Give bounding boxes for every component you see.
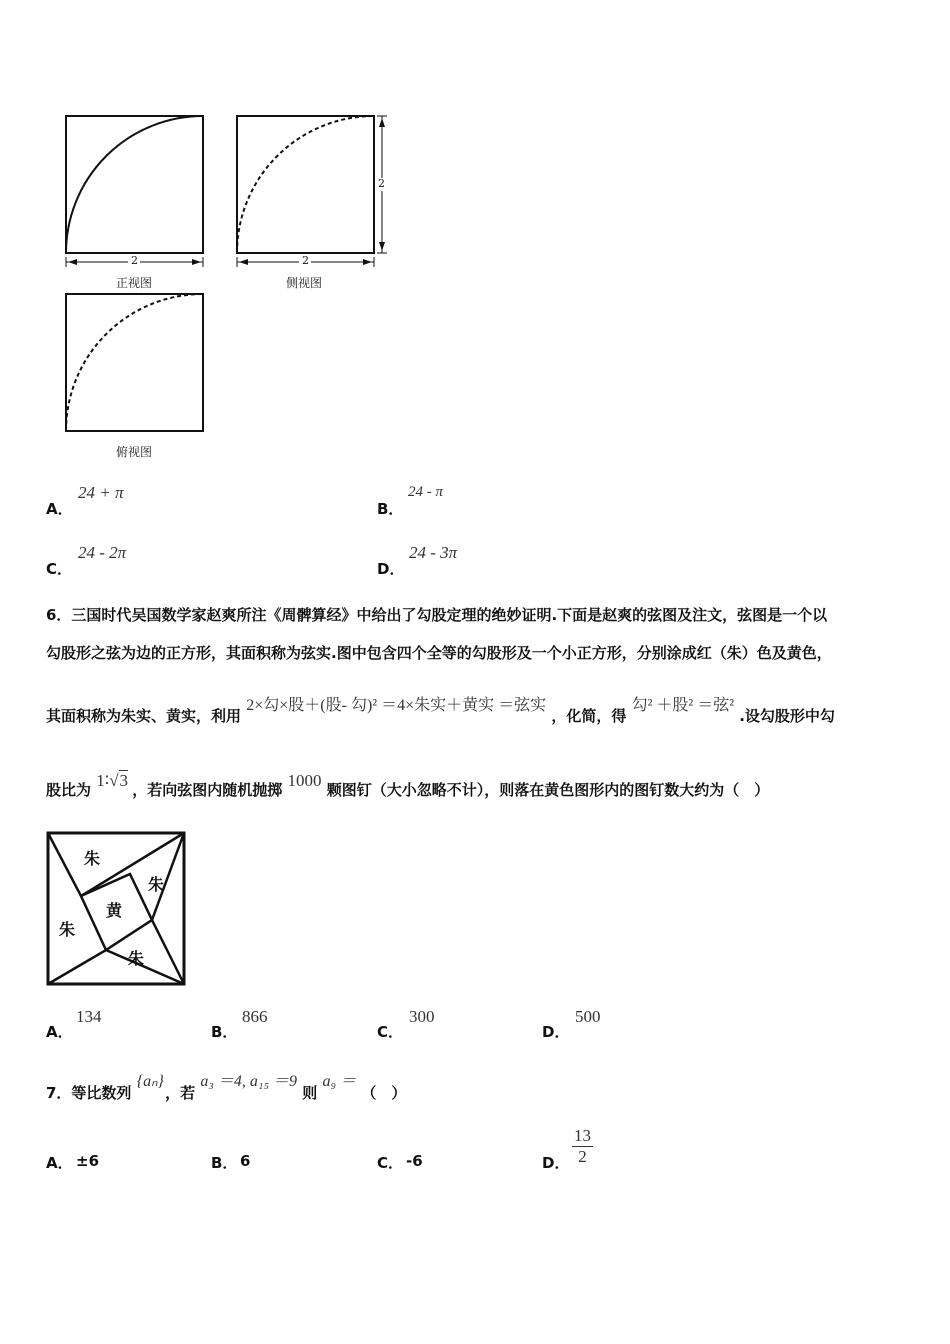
top-view-caption: 俯视图 (116, 445, 153, 459)
side-view-caption: 侧视图 (286, 276, 323, 290)
zhu-label-bottom: 朱 (128, 949, 145, 968)
top-view (66, 294, 203, 431)
side-height-label: 2 (378, 177, 385, 190)
q6-line4-prefix: 股比为 (46, 781, 92, 799)
side-width-label: 2 (302, 254, 309, 267)
q7-prefix: 7．等比数列 (46, 1084, 132, 1102)
q7-stem (46, 1068, 407, 1102)
option-letter: A． (46, 500, 73, 518)
three-view-figure (55, 105, 400, 470)
q7-target: a₉ ＝ (322, 1073, 357, 1090)
option-letter: D． (542, 1023, 570, 1041)
front-view (66, 116, 203, 268)
q6-line3-suffix: .设勾股形中勾 (739, 707, 835, 725)
option-letter: C． (377, 1154, 404, 1172)
q6-ratio-sqrt: 3 (119, 771, 129, 790)
zhu-label-right: 朱 (148, 875, 165, 894)
fraction-denominator: 2 (578, 1147, 587, 1166)
q6-line4-suffix: 颗图钉（大小忽略不计），则落在黄色图形内的图钉数大约为（ ） (326, 781, 770, 799)
option-value: ±6 (76, 1152, 100, 1170)
option-value: 24 - π (408, 484, 444, 500)
q7-sequence: {aₙ} (136, 1073, 164, 1090)
option-value: -6 (406, 1152, 423, 1170)
fraction-numerator: 13 (574, 1126, 591, 1145)
zhu-label-left: 朱 (59, 920, 76, 939)
option-value: 500 (575, 1007, 601, 1026)
q6-line-3 (46, 692, 835, 725)
q7-then: 则 (302, 1084, 318, 1102)
q7-condition: a₃ ＝4, a₁₅ ＝9 (200, 1073, 298, 1090)
option-letter: A． (46, 1023, 73, 1041)
option-letter: C． (377, 1023, 404, 1041)
option-value: 866 (242, 1007, 268, 1026)
option-value: 24 - 2π (78, 543, 127, 562)
q6-line-2: 勾股形之弦为边的正方形，其面积称为弦实.图中包含四个全等的勾股形及一个小正方形，分别涂成红（朱）色及黄色， (46, 644, 832, 662)
q6-formula-identity: 2×勾×股＋(股- 勾)² ＝4×朱实＋黄实 ＝弦实 (246, 697, 547, 714)
option-letter: B． (211, 1023, 238, 1041)
q6-line3-mid: ，化简，得 (551, 707, 627, 725)
option-value: 24 + π (78, 483, 124, 502)
q6-line-4 (46, 770, 770, 799)
option-letter: D． (377, 560, 405, 578)
zhu-label-top: 朱 (84, 849, 101, 868)
q7-suffix: （ ） (361, 1084, 407, 1102)
q6-ratio: 1∶√3 (96, 771, 129, 790)
front-view-caption: 正视图 (116, 276, 153, 290)
option-letter: A． (46, 1154, 73, 1172)
option-value: 134 (76, 1007, 102, 1026)
option-value: 300 (409, 1007, 435, 1026)
option-letter: D． (542, 1154, 570, 1172)
option-letter: C． (46, 560, 73, 578)
q6-count: 1000 (287, 771, 322, 790)
front-width-label: 2 (131, 254, 138, 267)
q6-formula-result: 勾² ＋股² ＝弦² (631, 697, 734, 714)
option-fraction (572, 1126, 593, 1167)
q7-comma: ，若 (165, 1084, 196, 1102)
option-letter: B． (377, 500, 404, 518)
q6-line4-mid: ，若向弦图内随机抛掷 (132, 781, 283, 799)
option-value: 6 (240, 1152, 251, 1170)
q6-line3-prefix: 其面积称为朱实、黄实，利用 (46, 707, 242, 725)
option-letter: B． (211, 1154, 238, 1172)
option-value: 24 - 3π (409, 543, 458, 562)
huang-label: 黄 (106, 901, 123, 920)
side-view (237, 116, 388, 268)
q6-ratio-lead: 1∶ (96, 771, 110, 790)
q6-line-1: 6．三国时代吴国数学家赵爽所注《周髀算经》中给出了勾股定理的绝妙证明.下面是赵爽的弦图及注文，弦图是一个以 (46, 606, 828, 624)
